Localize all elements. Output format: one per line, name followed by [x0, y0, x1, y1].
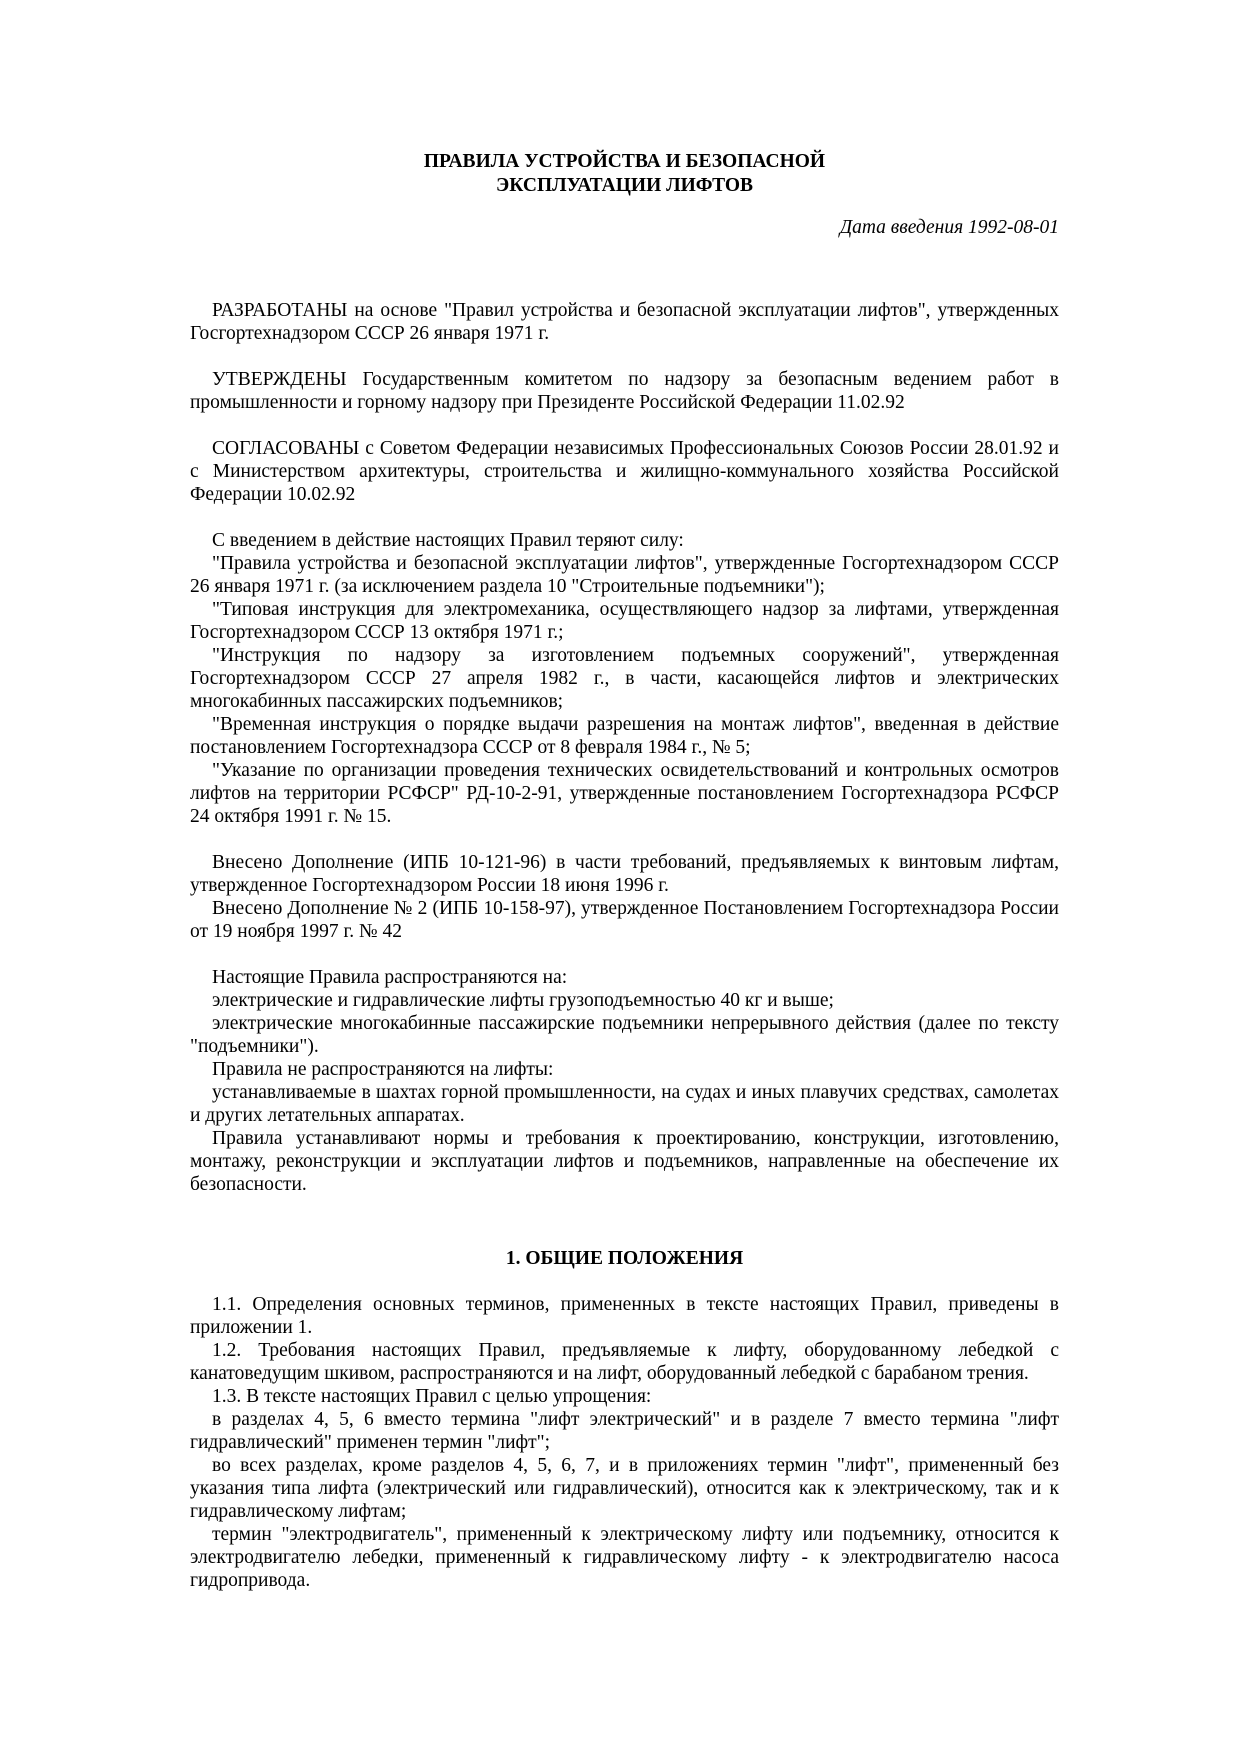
- clause-1-3-item: в разделах 4, 5, 6 вместо термина "лифт электрический" и в разделе 7 вместо термина "лифт гидравлический" применен термин "лифт";: [190, 1409, 1059, 1453]
- amendment-paragraph: Внесено Дополнение (ИПБ 10-121-96) в части требований, предъявляемых к винтовым лифтам, утвержденное Госгортехнадзором России 18 июня 1996 г.: [190, 852, 1059, 896]
- repealed-item: "Временная инструкция о порядке выдачи разрешения на монтаж лифтов", введенная в действие постановлением Госгортехнадзора СССР от 8 февраля 1984 г., № 5;: [190, 714, 1059, 758]
- title-line-2: ЭКСПЛУАТАЦИИ ЛИФТОВ: [496, 175, 753, 196]
- scope-purpose: Правила устанавливают нормы и требования к проектированию, конструкции, изготовлению, монтажу, реконструкции и эксплуатации лифтов и подъемников, направленные на обеспечение их безопасности.: [190, 1128, 1059, 1195]
- scope-not-applies-item: устанавливаемые в шахтах горной промышленности, на судах и иных плавучих средствах, самолетах и других летательных аппаратах.: [190, 1082, 1059, 1126]
- scope-not-applies-lead: Правила не распространяются на лифты:: [212, 1059, 554, 1080]
- repealed-item: "Правила устройства и безопасной эксплуатации лифтов", утвержденные Госгортехнадзором СССР 26 января 1971 г. (за исключением раздела 10 "Строительные подъемники");: [190, 553, 1059, 597]
- approved-paragraph: УТВЕРЖДЕНЫ Государственным комитетом по надзору за безопасным ведением работ в промышленности и горному надзору при Президенте Российской Федерации 11.02.92: [190, 369, 1059, 413]
- clause-1-3: 1.3. В тексте настоящих Правил с целью упрощения:: [212, 1386, 652, 1407]
- document-body: [190, 150, 1059, 1592]
- repealed-lead: С введением в действие настоящих Правил теряют силу:: [212, 530, 684, 551]
- repealed-item: "Инструкция по надзору за изготовлением подъемных сооружений", утвержденная Госгортехнадзором СССР 27 апреля 1982 г., в части, касающейся лифтов и электрических многокабинных пассажирских подъемников;: [190, 645, 1059, 712]
- clause-1-3-item: термин "электродвигатель", примененный к электрическому лифту или подъемнику, относится к электродвигателю лебедки, примененный к гидравлическому лифту - к электродвигателю насоса гидропривода.: [190, 1524, 1059, 1591]
- scope-applies-lead: Настоящие Правила распространяются на:: [212, 967, 568, 988]
- title-line-1: ПРАВИЛА УСТРОЙСТВА И БЕЗОПАСНОЙ: [423, 151, 826, 172]
- clause-1-1: 1.1. Определения основных терминов, примененных в тексте настоящих Правил, приведены в приложении 1.: [190, 1294, 1059, 1338]
- developed-paragraph: РАЗРАБОТАНЫ на основе "Правил устройства и безопасной эксплуатации лифтов", утвержденных Госгортехнадзором СССР 26 января 1971 г.: [190, 300, 1059, 344]
- clause-1-3-item: во всех разделах, кроме разделов 4, 5, 6, 7, и в приложениях термин "лифт", примененный без указания типа лифта (электрический или гидравлический), относится как к электрическому, так и к гидравлическому лифтам;: [190, 1455, 1059, 1522]
- agreed-paragraph: СОГЛАСОВАНЫ с Советом Федерации независимых Профессиональных Союзов России 28.01.92 и с Министерством архитектуры, строительства и жилищно-коммунального хозяйства Российской Федерации 10.02.92: [190, 438, 1059, 505]
- scope-applies-item: электрические многокабинные пассажирские подъемники непрерывного действия (далее по тексту "подъемники").: [190, 1013, 1059, 1057]
- effective-date: Дата введения 1992-08-01: [839, 217, 1059, 238]
- repealed-item: "Типовая инструкция для электромеханика, осуществляющего надзор за лифтами, утвержденная Госгортехнадзором СССР 13 октября 1971 г.;: [190, 599, 1059, 643]
- repealed-item: "Указание по организации проведения технических освидетельствований и контрольных осмотров лифтов на территории РСФСР" РД-10-2-91, утвержденные постановлением Госгортехнадзора РСФСР 24 октября 1991 г. № 15.: [190, 760, 1059, 827]
- amendment-paragraph: Внесено Дополнение № 2 (ИПБ 10-158-97), утвержденное Постановлением Госгортехнадзора России от 19 ноября 1997 г. № 42: [190, 898, 1059, 942]
- section-1-heading: 1. ОБЩИЕ ПОЛОЖЕНИЯ: [505, 1248, 744, 1269]
- scope-applies-item: электрические и гидравлические лифты грузоподъемностью 40 кг и выше;: [212, 990, 834, 1011]
- document-title: [190, 150, 1059, 198]
- clause-1-2: 1.2. Требования настоящих Правил, предъявляемые к лифту, оборудованному лебедкой с канатоведущим шкивом, распространяются и на лифт, оборудованный лебедкой с барабаном трения.: [190, 1340, 1059, 1384]
